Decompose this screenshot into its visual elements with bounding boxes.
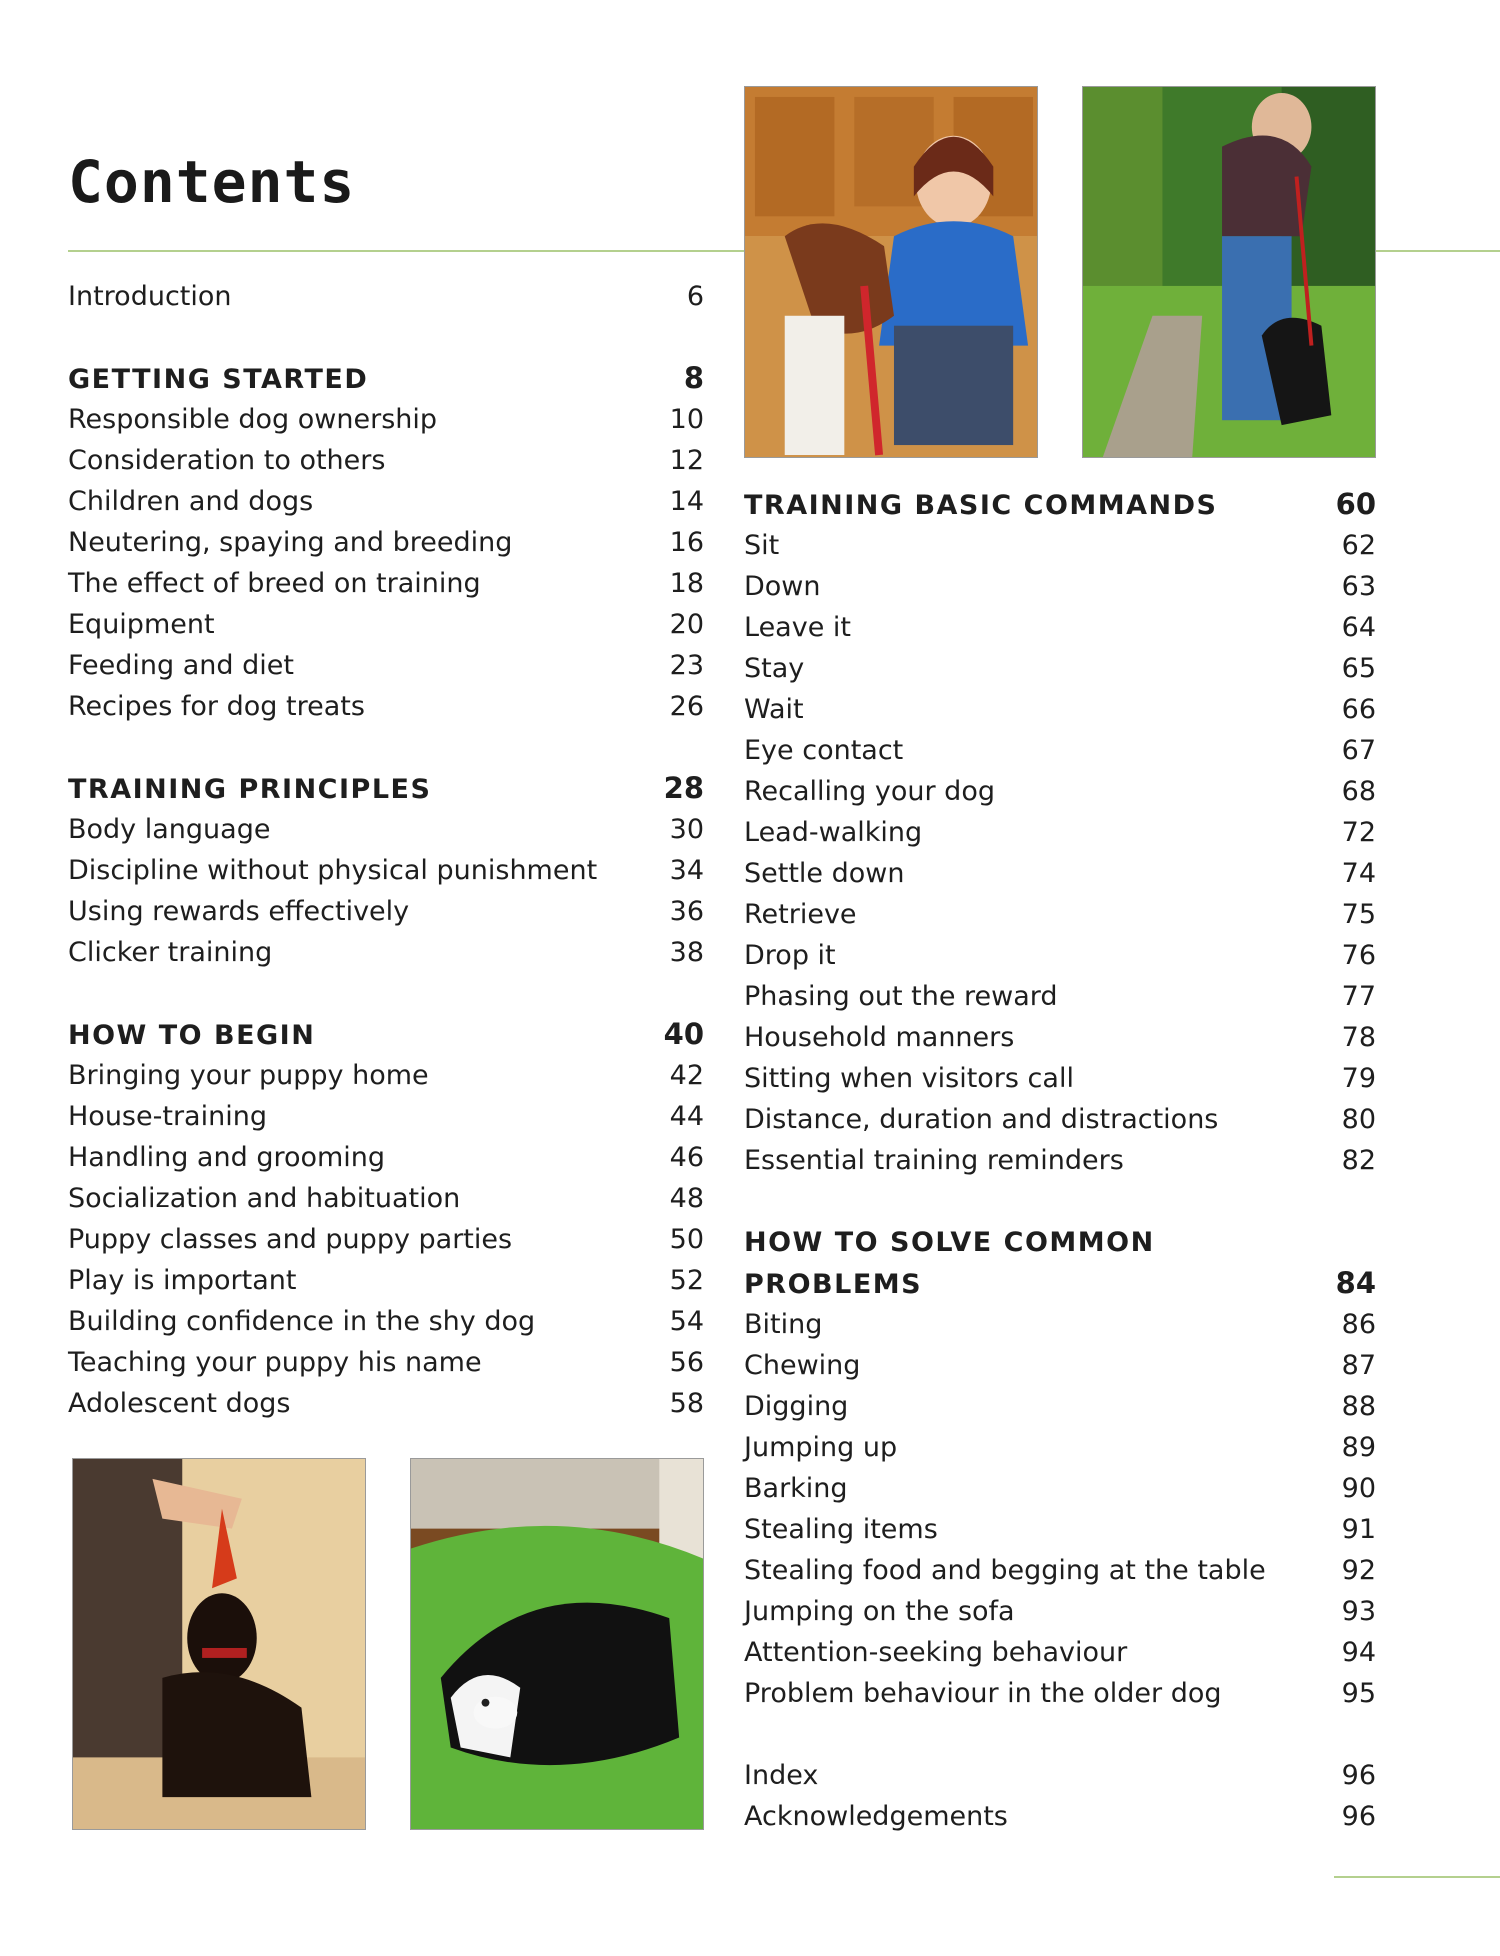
title-divider (68, 250, 748, 252)
entry-page: 14 (669, 486, 704, 517)
entry-label: Stay (744, 653, 805, 684)
entry-label: Lead-walking (744, 817, 923, 848)
entry-page: 64 (1341, 612, 1376, 643)
entry-label: Down (744, 571, 821, 602)
toc-entry[interactable] (744, 1550, 1376, 1591)
toc-entry[interactable] (68, 1342, 704, 1383)
toc-entry[interactable] (68, 604, 704, 645)
entry-page: 72 (1341, 817, 1376, 848)
entry-page: 54 (669, 1306, 704, 1337)
toc-entry[interactable] (744, 935, 1376, 976)
entry-label: Clicker training (68, 937, 273, 968)
entry-label: Retrieve (744, 899, 857, 930)
section-back-matter (744, 1755, 1376, 1837)
toc-entry[interactable] (68, 522, 704, 563)
section-how-to-begin (68, 1014, 704, 1424)
toc-left-column (68, 276, 704, 1424)
entry-label: Leave it (744, 612, 851, 643)
toc-entry[interactable] (744, 1140, 1376, 1181)
entry-label: Play is important (68, 1265, 297, 1296)
section-title: TRAINING BASIC COMMANDS (744, 490, 1218, 521)
entry-page: 26 (669, 691, 704, 722)
bottom-divider (1334, 1876, 1500, 1878)
entry-page: 12 (669, 445, 704, 476)
entry-page: 30 (669, 814, 704, 845)
entry-label: House-training (68, 1101, 267, 1132)
toc-entry[interactable] (744, 1673, 1376, 1714)
entry-page: 96 (1341, 1760, 1376, 1791)
entry-page: 74 (1341, 858, 1376, 889)
section-heading[interactable] (68, 1014, 704, 1055)
entry-label: Using rewards effectively (68, 896, 410, 927)
toc-entry[interactable] (68, 481, 704, 522)
entry-page: 44 (669, 1101, 704, 1132)
toc-entry[interactable] (68, 932, 704, 973)
toc-entry[interactable] (744, 730, 1376, 771)
entry-label: Teaching your puppy his name (68, 1347, 482, 1378)
toc-entry[interactable] (68, 809, 704, 850)
photo-woman-with-boxer (744, 86, 1038, 458)
entry-label: Responsible dog ownership (68, 404, 438, 435)
entry-label: Sitting when visitors call (744, 1063, 1074, 1094)
entry-label: Settle down (744, 858, 905, 889)
entry-page: 77 (1341, 981, 1376, 1012)
entry-page: 96 (1341, 1801, 1376, 1832)
entry-label: Puppy classes and puppy parties (68, 1224, 513, 1255)
entry-label: Distance, duration and distractions (744, 1104, 1219, 1135)
entry-page: 95 (1341, 1678, 1376, 1709)
toc-entry[interactable] (68, 1096, 704, 1137)
entry-label: Problem behaviour in the older dog (744, 1678, 1222, 1709)
entry-label: Attention-seeking behaviour (744, 1637, 1128, 1668)
toc-entry-index[interactable] (744, 1755, 1376, 1796)
entry-page: 92 (1341, 1555, 1376, 1586)
toc-entry[interactable] (744, 525, 1376, 566)
entry-page: 6 (686, 281, 704, 312)
section-training-basic-commands (744, 484, 1376, 1181)
section-title: HOW TO BEGIN (68, 1020, 316, 1051)
entry-page: 65 (1341, 653, 1376, 684)
section-page: 28 (663, 771, 704, 805)
entry-page: 80 (1341, 1104, 1376, 1135)
entry-label: Consideration to others (68, 445, 386, 476)
toc-entry[interactable] (744, 894, 1376, 935)
entry-label: Equipment (68, 609, 215, 640)
entry-page: 56 (669, 1347, 704, 1378)
entry-page: 91 (1341, 1514, 1376, 1545)
toc-entry[interactable] (744, 1427, 1376, 1468)
entry-label: Acknowledgements (744, 1801, 1008, 1832)
entry-label: Drop it (744, 940, 836, 971)
toc-entry[interactable] (744, 1386, 1376, 1427)
section-heading-line2[interactable] (744, 1263, 1376, 1304)
entry-page: 48 (669, 1183, 704, 1214)
entry-label: Neutering, spaying and breeding (68, 527, 513, 558)
entry-page: 63 (1341, 571, 1376, 602)
entry-page: 10 (669, 404, 704, 435)
entry-label: Household manners (744, 1022, 1015, 1053)
entry-label: Adolescent dogs (68, 1388, 291, 1419)
toc-entry[interactable] (744, 1058, 1376, 1099)
photo-puppy-tug-toy (72, 1458, 366, 1830)
entry-page: 46 (669, 1142, 704, 1173)
toc-entry[interactable] (68, 686, 704, 727)
toc-entry[interactable] (744, 1304, 1376, 1345)
entry-label: Body language (68, 814, 271, 845)
entry-label: Phasing out the reward (744, 981, 1058, 1012)
toc-entry[interactable] (744, 566, 1376, 607)
toc-entry[interactable] (68, 399, 704, 440)
toc-entry[interactable] (68, 440, 704, 481)
section-training-principles (68, 768, 704, 973)
toc-entry[interactable] (68, 1137, 704, 1178)
entry-label: Digging (744, 1391, 849, 1422)
entry-page: 16 (669, 527, 704, 558)
entry-label: Eye contact (744, 735, 904, 766)
entry-page: 79 (1341, 1063, 1376, 1094)
section-heading-line1[interactable] (744, 1222, 1376, 1263)
entry-page: 76 (1341, 940, 1376, 971)
section-title-line1: HOW TO SOLVE COMMON (744, 1227, 1155, 1258)
entry-page: 89 (1341, 1432, 1376, 1463)
entry-label: Building confidence in the shy dog (68, 1306, 536, 1337)
toc-entry[interactable] (744, 607, 1376, 648)
toc-entry[interactable] (68, 645, 704, 686)
toc-entry[interactable] (744, 689, 1376, 730)
toc-entry-acknowledgements[interactable] (744, 1796, 1376, 1837)
entry-page: 94 (1341, 1637, 1376, 1668)
entry-page: 36 (669, 896, 704, 927)
entry-page: 50 (669, 1224, 704, 1255)
entry-page: 66 (1341, 694, 1376, 725)
toc-entry[interactable] (744, 812, 1376, 853)
photo-woman-with-black-puppy (1082, 86, 1376, 458)
section-heading[interactable] (744, 484, 1376, 525)
entry-label: Jumping on the sofa (744, 1596, 1015, 1627)
entry-page: 78 (1341, 1022, 1376, 1053)
section-page: 40 (663, 1017, 704, 1051)
section-title: TRAINING PRINCIPLES (68, 774, 432, 805)
toc-entry[interactable] (68, 850, 704, 891)
entry-page: 88 (1341, 1391, 1376, 1422)
entry-label: Handling and grooming (68, 1142, 386, 1173)
entry-label: Recipes for dog treats (68, 691, 365, 722)
entry-label: Children and dogs (68, 486, 314, 517)
right-divider (1374, 250, 1500, 252)
entry-page: 75 (1341, 899, 1376, 930)
entry-label: Sit (744, 530, 780, 561)
toc-entry[interactable] (68, 563, 704, 604)
toc-entry[interactable] (68, 1055, 704, 1096)
entry-label: Biting (744, 1309, 823, 1340)
toc-entry[interactable] (744, 976, 1376, 1017)
entry-page: 38 (669, 937, 704, 968)
entry-label: Socialization and habituation (68, 1183, 461, 1214)
toc-entry[interactable] (744, 1468, 1376, 1509)
entry-page: 52 (669, 1265, 704, 1296)
toc-entry[interactable] (744, 1591, 1376, 1632)
toc-right-column (744, 484, 1376, 1837)
toc-entry[interactable] (68, 1219, 704, 1260)
toc-entry-introduction[interactable] (68, 276, 704, 317)
section-getting-started (68, 358, 704, 727)
section-heading[interactable] (68, 768, 704, 809)
page-title: Contents (68, 148, 356, 216)
entry-label: Index (744, 1760, 819, 1791)
toc-entry[interactable] (744, 648, 1376, 689)
toc-entry[interactable] (68, 1383, 704, 1424)
entry-page: 34 (669, 855, 704, 886)
entry-label: Chewing (744, 1350, 861, 1381)
section-heading[interactable] (68, 358, 704, 399)
entry-page: 20 (669, 609, 704, 640)
entry-page: 93 (1341, 1596, 1376, 1627)
toc-entry[interactable] (744, 1345, 1376, 1386)
entry-label: Stealing food and begging at the table (744, 1555, 1266, 1586)
entry-label: Jumping up (744, 1432, 898, 1463)
entry-label: Wait (744, 694, 804, 725)
entry-page: 82 (1341, 1145, 1376, 1176)
entry-label: Essential training reminders (744, 1145, 1124, 1176)
toc-entry[interactable] (68, 1301, 704, 1342)
entry-label: Introduction (68, 281, 232, 312)
entry-label: Barking (744, 1473, 848, 1504)
section-how-to-solve-common-problems (744, 1222, 1376, 1714)
entry-label: Stealing items (744, 1514, 938, 1545)
toc-entry[interactable] (68, 891, 704, 932)
entry-page: 18 (669, 568, 704, 599)
entry-page: 58 (669, 1388, 704, 1419)
toc-entry[interactable] (744, 1632, 1376, 1673)
entry-label: Feeding and diet (68, 650, 294, 681)
toc-entry[interactable] (68, 1178, 704, 1219)
section-title-line2: PROBLEMS (744, 1269, 923, 1300)
entry-label: Recalling your dog (744, 776, 995, 807)
toc-entry[interactable] (68, 1260, 704, 1301)
section-page: 60 (1335, 487, 1376, 521)
section-page: 84 (1335, 1266, 1376, 1300)
toc-entry[interactable] (744, 1509, 1376, 1550)
entry-label: The effect of breed on training (68, 568, 481, 599)
toc-entry[interactable] (744, 1017, 1376, 1058)
entry-label: Discipline without physical punishment (68, 855, 598, 886)
section-page: 8 (683, 361, 704, 395)
entry-page: 62 (1341, 530, 1376, 561)
entry-page: 42 (669, 1060, 704, 1091)
entry-page: 67 (1341, 735, 1376, 766)
entry-page: 90 (1341, 1473, 1376, 1504)
section-title: GETTING STARTED (68, 364, 369, 395)
toc-entry[interactable] (744, 1099, 1376, 1140)
entry-page: 23 (669, 650, 704, 681)
toc-entry[interactable] (744, 853, 1376, 894)
entry-label: Bringing your puppy home (68, 1060, 429, 1091)
entry-page: 68 (1341, 776, 1376, 807)
photo-border-collie-bed (410, 1458, 704, 1830)
entry-page: 87 (1341, 1350, 1376, 1381)
toc-entry[interactable] (744, 771, 1376, 812)
entry-page: 86 (1341, 1309, 1376, 1340)
